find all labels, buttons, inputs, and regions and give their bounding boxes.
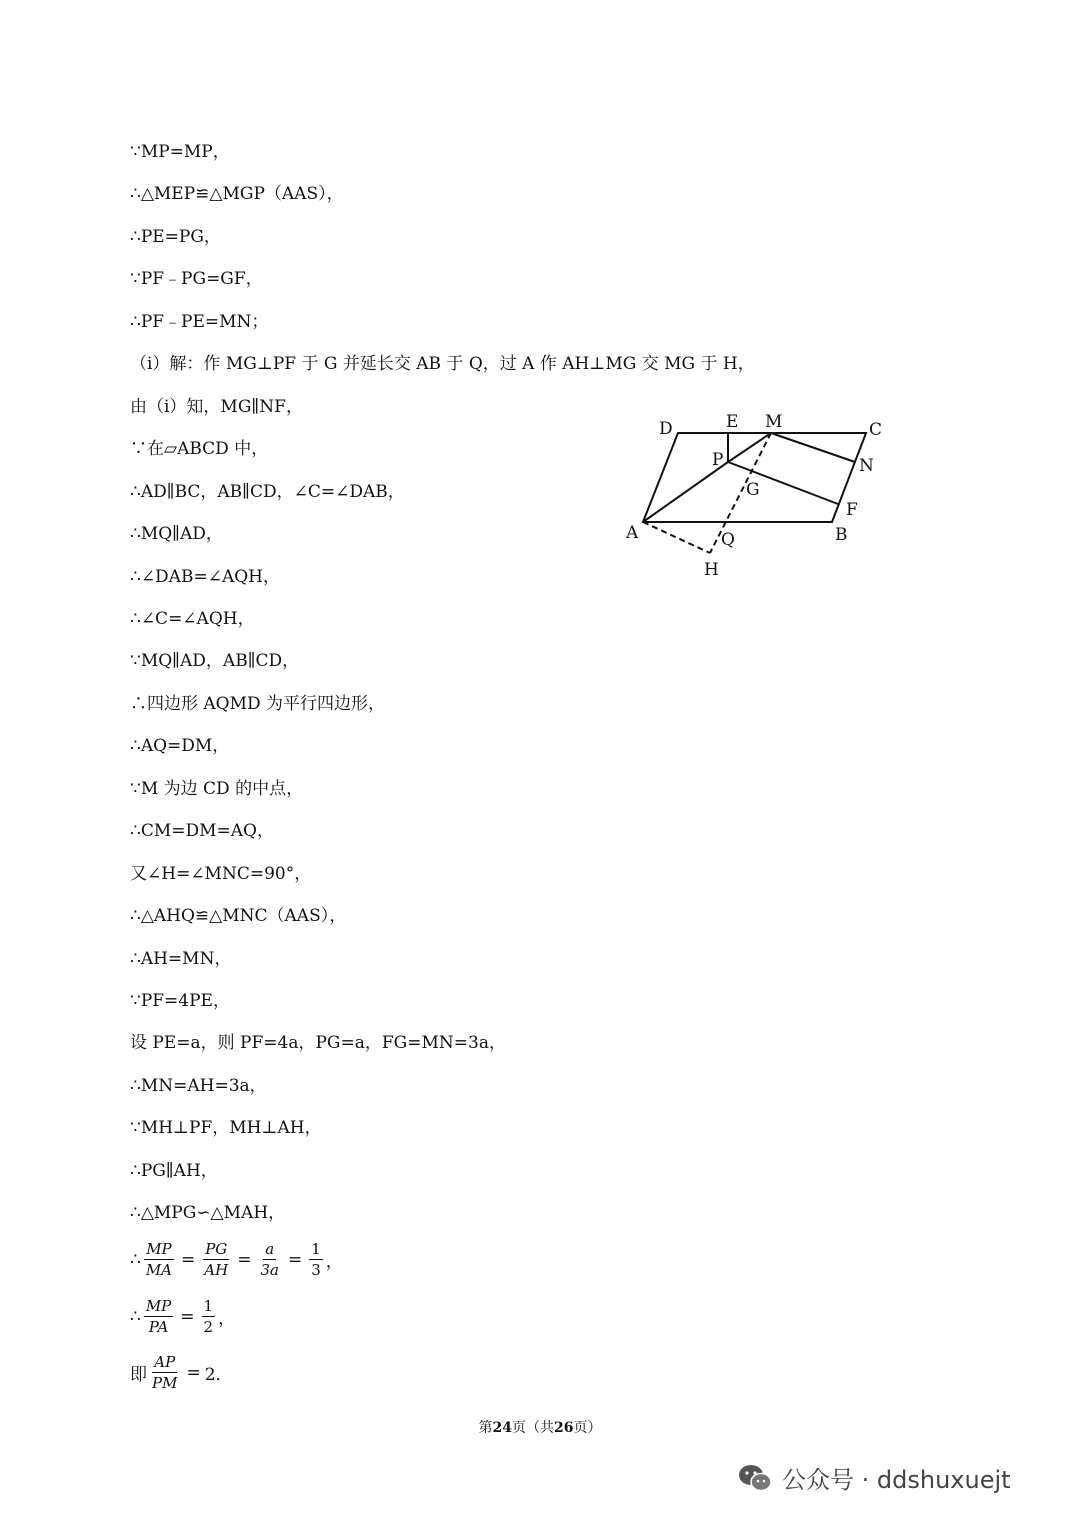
solution-line: ∴CM=DM=AQ，: [130, 821, 274, 842]
solution-line: ∴AD∥BC，AB∥CD，∠C=∠DAB，: [130, 481, 405, 502]
fraction-mp-pa: [144, 1297, 173, 1336]
label-n: N: [859, 456, 874, 476]
watermark: [738, 1460, 1011, 1495]
equals: =: [181, 1249, 196, 1270]
solution-line: ∴∠DAB=∠AQH，: [130, 566, 280, 587]
solution-line: ∵M 为边 CD 的中点，: [130, 778, 304, 799]
numerator: 1: [203, 1297, 214, 1315]
fraction-mp-ma: [144, 1240, 174, 1279]
label-b: B: [835, 525, 848, 545]
solution-line: 由（i）知，MG∥NF，: [130, 396, 303, 417]
fraction-line-3: [130, 1353, 233, 1392]
solution-line: 又∠H=∠MNC=90°，: [130, 863, 312, 884]
label-a: A: [626, 523, 639, 543]
solution-line: ∴△MEP≌△MGP（AAS），: [130, 184, 344, 205]
denominator: 3: [311, 1261, 321, 1279]
solution-line: ∴四边形 AQMD 为平行四边形，: [130, 693, 386, 714]
label-f: F: [846, 500, 858, 520]
result-value: 2．: [204, 1365, 233, 1385]
prefix: ∴: [130, 1306, 141, 1327]
total-pages: 26: [554, 1420, 574, 1436]
solution-line: ∴MN=AH=3a，: [130, 1075, 267, 1096]
fraction-1-3: [309, 1240, 323, 1279]
fraction-line-2: [130, 1297, 235, 1336]
segment-pf: [728, 462, 838, 504]
fraction-ap-pm: [150, 1353, 179, 1392]
solution-line: ∴△MPG∽△MAH，: [130, 1203, 286, 1224]
solution-line: ∵在▱ABCD 中，: [130, 439, 269, 460]
denominator: PM: [152, 1374, 178, 1392]
solution-line: ∴PF﹣PE=MN；: [130, 311, 269, 332]
label-m: M: [765, 412, 783, 432]
footer-text-1: 第: [478, 1420, 493, 1436]
footer-text-3: 页）: [573, 1420, 602, 1436]
suffix: ，: [218, 1309, 236, 1329]
solution-line: ∴MQ∥AD，: [130, 524, 223, 545]
solution-line: ∴AQ=DM，: [130, 736, 230, 757]
prefix: 即: [130, 1365, 147, 1385]
page-number: 24: [492, 1420, 512, 1436]
solution-line: ∵PF=4PE，: [130, 991, 230, 1011]
segment-mn: [771, 433, 855, 462]
solution-line: 设 PE=a，则 PF=4a，PG=a，FG=MN=3a，: [130, 1033, 506, 1054]
prefix: ∴: [130, 1249, 141, 1270]
label-h: H: [704, 560, 719, 580]
label-p: P: [712, 450, 724, 470]
equals: =: [186, 1362, 201, 1383]
segment-ah-dashed: [643, 522, 710, 553]
page-footer: [0, 1417, 1080, 1437]
denominator: 2: [203, 1318, 214, 1336]
numerator: MP: [146, 1240, 172, 1258]
solution-line: ∴PG∥AH，: [130, 1160, 218, 1181]
denominator: PA: [148, 1318, 169, 1336]
fraction-pg-ah: [202, 1240, 230, 1279]
solution-line: ∵MP=MP，: [130, 142, 230, 162]
numerator: 1: [311, 1240, 321, 1258]
solution-line: ∴PE=PG，: [130, 226, 221, 247]
denominator: AH: [204, 1261, 229, 1279]
label-d: D: [659, 419, 673, 439]
label-q: Q: [721, 530, 735, 550]
equals: =: [287, 1249, 303, 1270]
watermark-text: 公众号 · ddshuxuejt: [782, 1466, 1011, 1494]
denominator: MA: [145, 1261, 173, 1279]
solution-line: ∵MH⊥PF，MH⊥AH，: [130, 1118, 322, 1139]
equals: =: [180, 1306, 195, 1327]
parallelogram-abcd: [643, 433, 866, 522]
solution-line: ∴AH=MN，: [130, 948, 232, 969]
solution-line: ∴△AHQ≌△MNC（AAS），: [130, 906, 347, 927]
wechat-icon: [738, 1464, 772, 1492]
suffix: ，: [325, 1252, 343, 1272]
solution-line: （i）解：作 MG⊥PF 于 G 并延长交 AB 于 Q，过 A 作 AH⊥MG 交 MG 于 H，: [130, 354, 755, 375]
footer-text-2: 页（共: [512, 1420, 554, 1436]
solution-line: ∵PF﹣PG=GF，: [130, 269, 263, 290]
denominator: 3a: [260, 1261, 279, 1279]
label-e: E: [726, 412, 739, 432]
label-c: C: [869, 420, 883, 440]
label-g: G: [746, 480, 760, 500]
solution-line: ∵MQ∥AD，AB∥CD，: [130, 651, 300, 672]
solution-line: ∴∠C=∠AQH，: [130, 608, 255, 629]
numerator: a: [265, 1240, 275, 1258]
fraction-line-1: [130, 1240, 343, 1279]
numerator: AP: [154, 1353, 176, 1371]
numerator: PG: [205, 1240, 228, 1258]
equals: =: [237, 1249, 252, 1270]
fraction-a-3a: [258, 1240, 281, 1279]
fraction-1-2: [202, 1297, 216, 1336]
numerator: MP: [145, 1297, 172, 1315]
parallelogram-diagram: [620, 405, 890, 585]
